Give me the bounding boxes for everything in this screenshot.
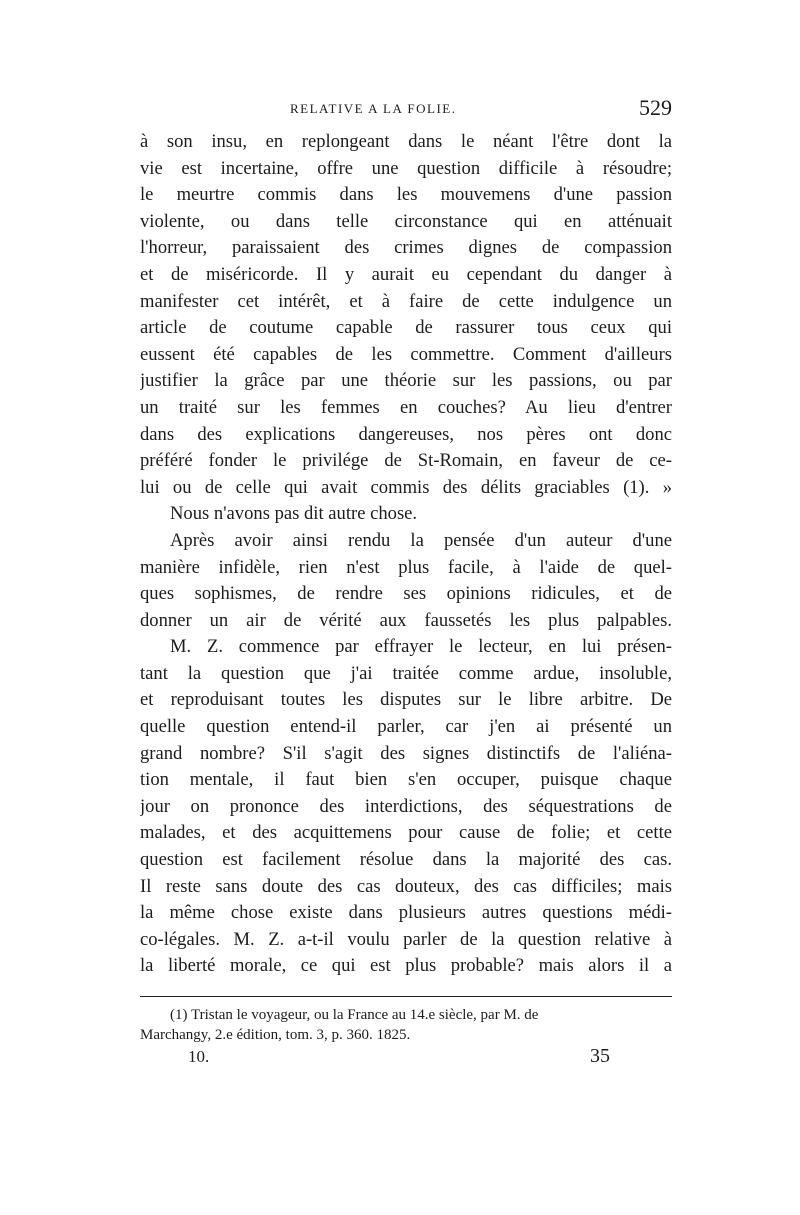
text-line: manière infidèle, rien n'est plus facile, à l'aide de quel-: [140, 556, 672, 578]
footnote: [140, 1005, 672, 1045]
text-line: article de coutume capable de rassurer tous ceux qui: [140, 317, 672, 339]
text-line: eussent été capables de les commettre. Comment d'ailleurs: [140, 343, 672, 365]
footnote-line: Marchangy, 2.e édition, tom. 3, p. 360. 1825.: [140, 1027, 411, 1043]
text-line: violente, ou dans telle circonstance qui en atténuait: [140, 210, 672, 232]
text-line: quelle question entend-il parler, car j'en ai présenté un: [140, 716, 672, 738]
text-line: ques sophismes, de rendre ses opinions ridicules, et de: [140, 583, 672, 605]
signature-mark: 10.: [188, 1047, 210, 1066]
footnote-rule: [140, 996, 672, 997]
text-line: le meurtre commis dans les mouvemens d'une passion: [140, 184, 672, 206]
text-line: tant la question que j'ai traitée comme ardue, insoluble,: [140, 662, 672, 684]
text-line: co-légales. M. Z. a-t-il voulu parler de la question relative à: [140, 928, 672, 950]
text-line: à son insu, en replongeant dans le néant l'être dont la: [140, 131, 672, 152]
book-page: [140, 95, 672, 1073]
text-line: dans des explications dangereuses, nos pères ont donc: [140, 423, 672, 445]
text-line: question est facilement résolue dans la majorité des cas.: [140, 849, 672, 871]
text-line: manifester cet intérêt, et à faire de cette indulgence un: [140, 290, 672, 312]
signature-line: [140, 1045, 672, 1073]
text-line: justifier la grâce par une théorie sur les passions, ou par: [140, 370, 672, 392]
text-line: tion mentale, il faut bien s'en occuper, puisque chaque: [140, 769, 672, 791]
footnote-line: (1) Tristan le voyageur, ou la France au 14.e siècle, par M. de: [170, 1007, 539, 1023]
text-line: la liberté morale, ce qui est plus probable? mais alors il a: [140, 955, 672, 977]
text-line: préféré fonder le privilége de St-Romain, en faveur de ce-: [140, 450, 672, 472]
text-line: donner un air de vérité aux faussetés les plus palpables.: [140, 609, 672, 631]
text-line: et de miséricorde. Il y aurait eu cependant du danger à: [140, 263, 672, 285]
text-line: l'horreur, paraissaient des crimes dignes de compassion: [140, 237, 672, 259]
text-line: Après avoir ainsi rendu la pensée d'un auteur d'une: [170, 529, 672, 551]
text-line: et reproduisant toutes les disputes sur le libre arbitre. De: [140, 689, 672, 711]
text-line: jour on prononce des interdictions, des séquestrations de: [140, 795, 672, 817]
text-line: malades, et des acquittemens pour cause de folie; et cette: [140, 822, 672, 844]
text-line: M. Z. commence par effrayer le lecteur, en lui présen-: [170, 636, 672, 658]
text-line: grand nombre? S'il s'agit des signes distinctifs de l'aliéna-: [140, 742, 672, 764]
text-line: Il reste sans doute des cas douteux, des cas difficiles; mais: [140, 875, 672, 897]
page-number: 529: [639, 95, 672, 120]
text-line: vie est incertaine, offre une question difficile à résoudre;: [140, 157, 672, 179]
text-line: Nous n'avons pas dit autre chose.: [170, 503, 418, 525]
sheet-number: 35: [590, 1045, 610, 1067]
text-line: lui ou de celle qui avait commis des délits graciables (1). »: [140, 476, 672, 498]
body-text: [140, 129, 672, 980]
running-title: RELATIVE A LA FOLIE.: [290, 101, 457, 116]
running-head: [140, 95, 672, 129]
text-line: un traité sur les femmes en couches? Au lieu d'entrer: [140, 396, 672, 418]
text-line: la même chose existe dans plusieurs autres questions médi-: [140, 902, 672, 924]
